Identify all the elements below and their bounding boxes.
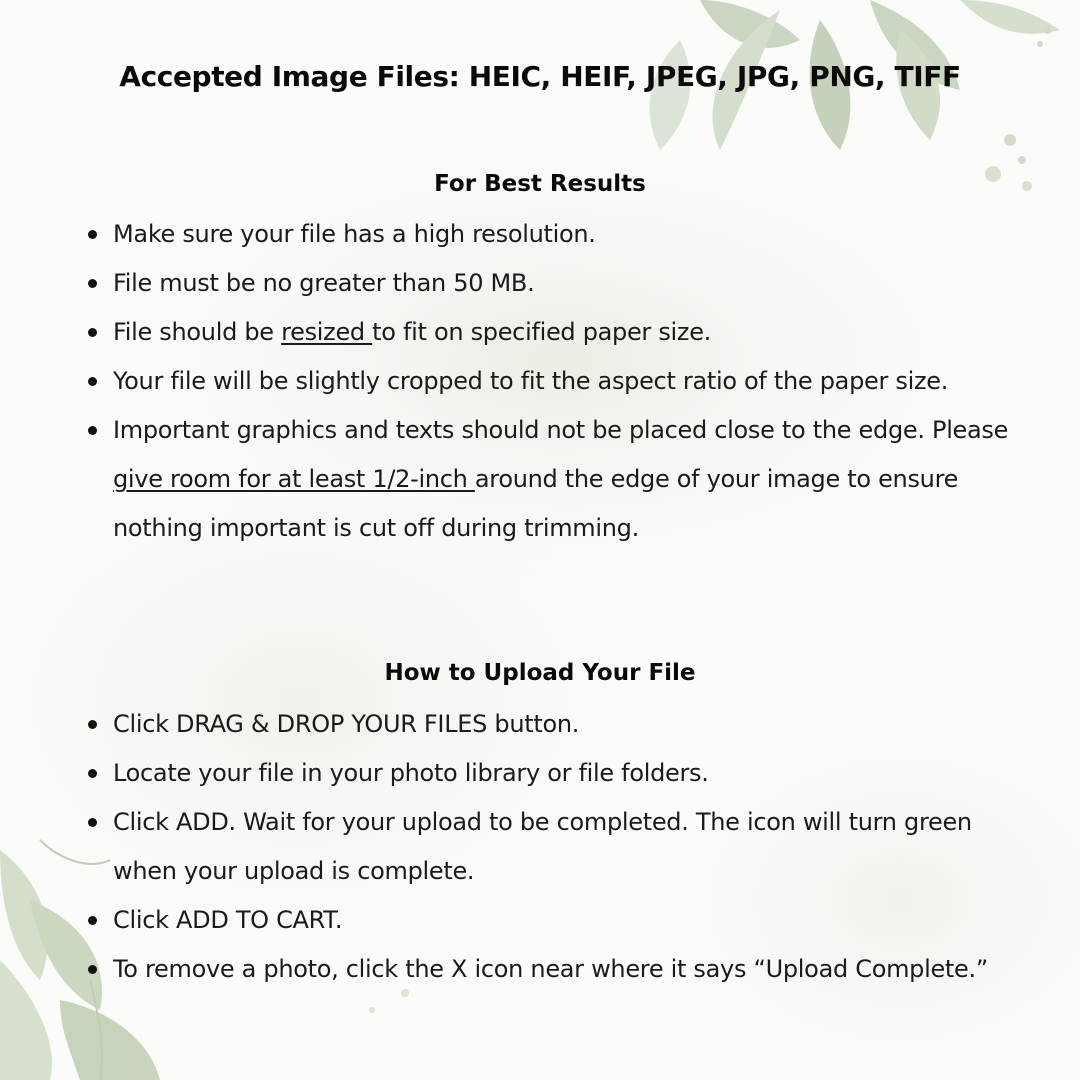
- bullet-dot-icon: [88, 916, 97, 925]
- list-item: Click ADD. Wait for your upload to be completed. The icon will turn green when your upload is complete.: [113, 798, 1023, 896]
- upload-heading: How to Upload Your File: [384, 660, 696, 686]
- bullet-dot-icon: [88, 720, 97, 729]
- list-item: File must be no greater than 50 MB.: [113, 259, 1023, 308]
- list-item: Click ADD TO CART.: [113, 896, 1023, 945]
- upload-steps-list: [113, 700, 1023, 994]
- best-results-heading: For Best Results: [434, 171, 646, 197]
- list-item: File should be resized to fit on specified paper size.: [113, 308, 1023, 357]
- bullet-dot-icon: [88, 769, 97, 778]
- bullet-dot-icon: [88, 965, 97, 974]
- list-item: Click DRAG & DROP YOUR FILES button.: [113, 700, 1023, 749]
- bullet-dot-icon: [88, 426, 97, 435]
- list-item: Important graphics and texts should not be placed close to the edge. Please give room for at least 1/2-inch around the edge of your image to ensure nothing important is cut off during trimming.: [113, 406, 1023, 553]
- list-item: Locate your file in your photo library or file folders.: [113, 749, 1023, 798]
- margin-guide-link[interactable]: give room for at least 1/2-inch: [113, 465, 475, 493]
- list-item: To remove a photo, click the X icon near where it says “Upload Complete.”: [113, 945, 1023, 994]
- bullet-dot-icon: [88, 377, 97, 386]
- bullet-dot-icon: [88, 328, 97, 337]
- bullet-dot-icon: [88, 818, 97, 827]
- page-title: Accepted Image Files: HEIC, HEIF, JPEG, JPG, PNG, TIFF: [119, 60, 961, 93]
- resize-link[interactable]: resized: [281, 318, 373, 346]
- list-item: Make sure your file has a high resolution.: [113, 210, 1023, 259]
- bullet-dot-icon: [88, 279, 97, 288]
- best-results-list: [113, 210, 1023, 553]
- bullet-dot-icon: [88, 230, 97, 239]
- list-item: Your file will be slightly cropped to fit the aspect ratio of the paper size.: [113, 357, 1023, 406]
